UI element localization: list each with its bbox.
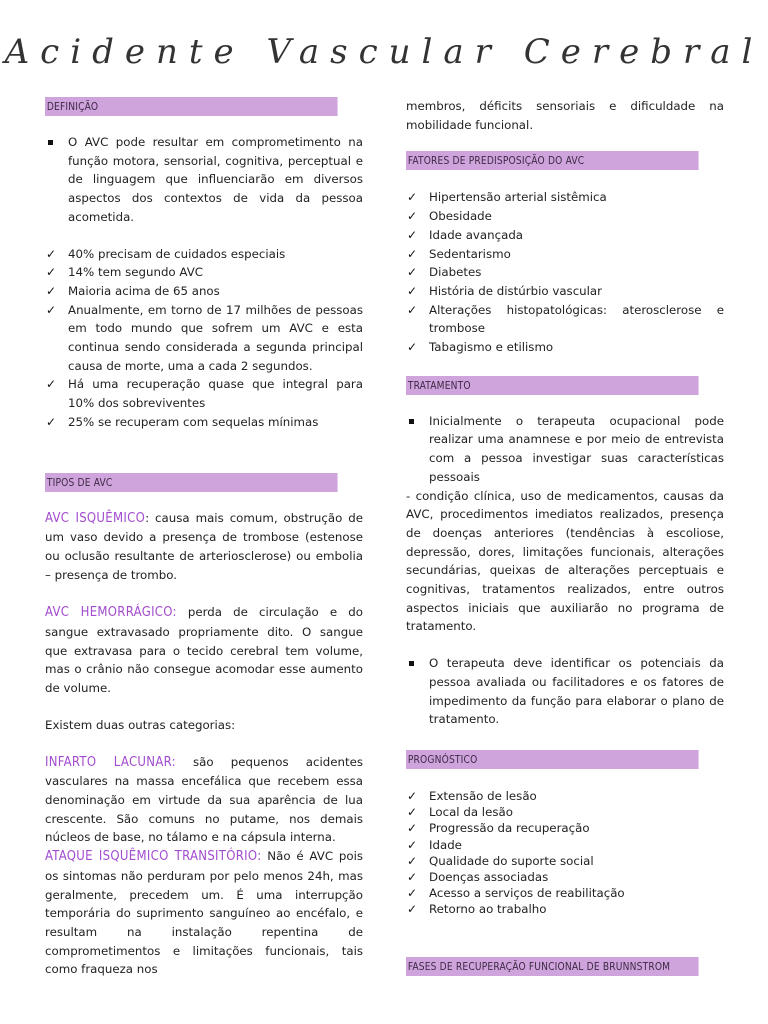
list-item: ✓ 14% tem segundo AVC (45, 263, 363, 282)
outras-categorias: Existem duas outras categorias: (45, 717, 236, 732)
lacunar-paragraph (45, 753, 363, 848)
lacunar-text: são pequenos acidentes vasculares na massa encefálica que recebem essa denominação em virtude da sua aparência de lua crescente. São comuns no putame, nos demais núcleos de base, no tálamo e na cápsula interna. (45, 754, 363, 845)
tratamento-bullets-2 (406, 654, 724, 729)
list-item: ✓ Anualmente, em torno de 17 milhões de pessoas em todo mundo que sofrem um AVC e esta continua sendo considerada a segunda principal causa de morte, uma a cada 2 segundos. (45, 301, 363, 376)
list-item: ✓ 25% se recuperam com sequelas mínimas (45, 413, 363, 432)
section-header-prognostico: PROGNÓSTICO (406, 750, 699, 769)
hemorragico-text: perda de circulação e do sangue extravasado propriamente dito. O sangue que extravasa para o tecido cerebral tem volume, mas o crânio não consegue acomodar esse aumento de volume. (45, 605, 363, 696)
list-item: ✓ 40% precisam de cuidados especiais (45, 245, 363, 264)
right-column (406, 97, 724, 918)
continuation-text: membros, déficits sensoriais e dificuldade na mobilidade funcional. (406, 99, 724, 132)
section-header-fatores: FATORES DE PREDISPOSIÇÃO DO AVC (406, 151, 699, 170)
list-item: ✓ Doenças associadas (406, 869, 724, 885)
page-title: Acidente Vascular Cerebral (4, 32, 764, 72)
isquemico-term: AVC ISQUÊMICO (45, 510, 146, 526)
hemorragico-term: AVC HEMORRÁGICO: (45, 605, 177, 621)
section-header-fases: FASES DE RECUPERAÇÃO FUNCIONAL DE BRUNNSTROM (406, 957, 699, 976)
isquemico-colon: : (145, 510, 150, 525)
section-header-tipos: TIPOS DE AVC (45, 473, 338, 492)
prognostico-checklist (406, 788, 724, 918)
list-item: ✓ Acesso a serviços de reabilitação (406, 885, 724, 901)
list-item: ✓ Progressão da recuperação (406, 820, 724, 836)
definicao-checklist (45, 245, 363, 432)
lacunar-term: INFARTO LACUNAR: (45, 754, 176, 770)
left-column (45, 97, 363, 979)
list-item: ✓ Retorno ao trabalho (406, 901, 724, 917)
list-item: O AVC pode resultar em comprometimento na função motora, sensorial, cognitiva, perceptual e de linguagem que influenciarão em diversos aspectos dos contextos de vida da pessoa acometida. (45, 133, 363, 227)
list-item: ✓ Alterações histopatológicas: aterosclerose e trombose (406, 301, 724, 338)
ait-paragraph (45, 847, 363, 979)
definicao-bullets (45, 133, 363, 227)
list-item: ✓ Qualidade do suporte social (406, 853, 724, 869)
list-item: ✓ Sedentarismo (406, 245, 724, 264)
tratamento-bullets-1 (406, 412, 724, 487)
list-item: ✓ Local da lesão (406, 804, 724, 820)
list-item: ✓ História de distúrbio vascular (406, 282, 724, 301)
list-item: ✓ Hipertensão arterial sistêmica (406, 188, 724, 207)
list-item: ✓ Diabetes (406, 263, 724, 282)
list-item: ✓ Maioria acima de 65 anos (45, 282, 363, 301)
list-item: O terapeuta deve identificar os potenciais da pessoa avaliada ou facilitadores e os fatores de impedimento da função para elaborar o plano de tratamento. (406, 654, 724, 729)
list-item: ✓ Obesidade (406, 207, 724, 226)
tratamento-paragraph: - condição clínica, uso de medicamentos, causas da AVC, procedimentos imediatos realizados, presença de doenças anteriores (tendências à escoliose, depressão, dores, limitações funcionais, alterações secundárias, queixas de alterações perceptuais e cognitivas, tratamentos realizados, entre outros aspectos iniciais que auxiliarão no programa de tratamento. (406, 488, 724, 634)
isquemico-paragraph (45, 509, 363, 585)
section-header-tratamento: TRATAMENTO (406, 376, 699, 395)
section-header-definicao: DEFINIÇÃO (45, 97, 338, 116)
list-item: Inicialmente o terapeuta ocupacional pode realizar uma anamnese e por meio de entrevista com a pessoa investigar suas características pessoais (406, 412, 724, 487)
list-item: ✓ Há uma recuperação quase que integral para 10% dos sobreviventes (45, 375, 363, 412)
list-item: ✓ Idade avançada (406, 226, 724, 245)
list-item: ✓ Tabagismo e etilismo (406, 338, 724, 357)
fatores-checklist (406, 188, 724, 356)
isquemico-text: causa mais comum, obstrução de um vaso devido a presença de trombose (estenose ou oclusão resultante de arteriosclerose) ou embolia – presença de trombo. (45, 510, 364, 582)
list-item: ✓ Extensão de lesão (406, 788, 724, 804)
hemorragico-paragraph (45, 603, 363, 698)
ait-term: ATAQUE ISQUÊMICO TRANSITÓRIO: (45, 849, 262, 865)
list-item: ✓ Idade (406, 837, 724, 853)
ait-text: Não é AVC pois os sintomas não perduram por pelo menos 24h, mas geralmente, precedem um. É uma interrupção temporária do suprimento sanguíneo ao encéfalo, e resultam na instalação repentina de comprometimentos e limitações funcionais, tais como fraqueza nos (45, 849, 364, 977)
